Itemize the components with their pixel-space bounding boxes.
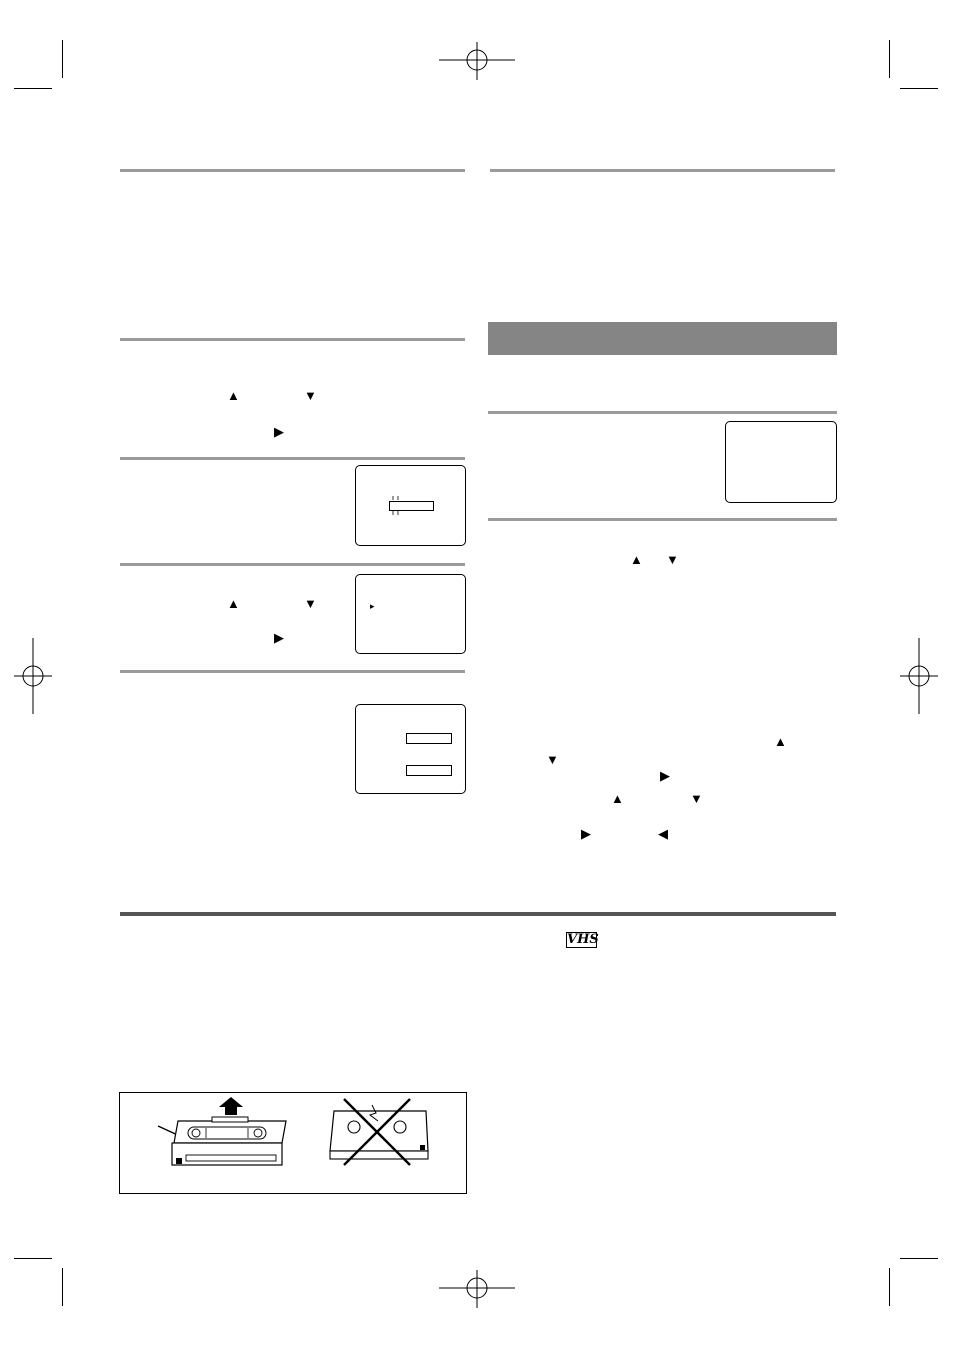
arrow-down-icon: ▼ <box>666 552 679 567</box>
section-rule-left-3 <box>120 457 465 460</box>
arrow-right-icon: ▶ <box>581 826 591 841</box>
cassette-crossed-out-icon <box>320 1093 440 1193</box>
crop-mark-tr-v <box>889 40 890 78</box>
arrow-right-icon: ▶ <box>274 424 284 439</box>
crop-mark-tl-h <box>14 88 52 89</box>
section-rule-right-3 <box>488 518 837 521</box>
section-rule-left-4 <box>120 563 465 566</box>
arrow-down-icon: ▼ <box>304 388 317 403</box>
osd-field-lower <box>406 765 452 776</box>
arrow-down-icon: ▼ <box>304 596 317 611</box>
arrow-right-icon: ▶ <box>274 630 284 645</box>
blinking-cursor-icon <box>390 496 410 516</box>
cassette-illustration-frame <box>119 1092 467 1194</box>
arrow-up-icon: ▲ <box>611 791 624 806</box>
arrow-up-icon: ▲ <box>227 596 240 611</box>
arrow-left-icon: ◀ <box>658 826 668 841</box>
registration-mark-top <box>437 40 517 82</box>
arrow-up-icon: ▲ <box>630 552 643 567</box>
crop-mark-tl-v <box>62 40 63 78</box>
osd-screen-3 <box>355 704 466 794</box>
registration-mark-bottom <box>437 1268 517 1310</box>
arrow-up-icon: ▲ <box>774 734 787 749</box>
section-rule-right-1 <box>490 169 835 172</box>
arrow-up-icon: ▲ <box>227 388 240 403</box>
arrow-down-icon: ▼ <box>690 791 703 806</box>
crop-mark-bl-v <box>62 1268 63 1306</box>
vhs-logo: VHS <box>567 932 599 947</box>
menu-cursor-icon: ▸ <box>370 601 375 611</box>
section-rule-left-1 <box>120 169 465 172</box>
section-rule-left-2 <box>120 338 465 341</box>
osd-screen-1 <box>355 465 466 546</box>
crop-mark-br-v <box>889 1268 890 1306</box>
crop-mark-bl-h <box>14 1258 52 1259</box>
cassette-tab-icon <box>150 1093 290 1193</box>
arrow-right-icon: ▶ <box>660 768 670 783</box>
osd-screen-4 <box>725 421 837 503</box>
osd-field-upper <box>406 733 452 744</box>
crop-mark-br-h <box>900 1258 938 1259</box>
section-rule-left-5 <box>120 670 465 673</box>
arrow-down-icon: ▼ <box>546 752 559 767</box>
registration-mark-left <box>12 636 54 716</box>
registration-mark-right <box>898 636 940 716</box>
section-banner <box>488 322 837 355</box>
osd-screen-2 <box>355 574 466 654</box>
crop-mark-tr-h <box>900 88 938 89</box>
section-rule-right-2 <box>488 411 837 414</box>
section-rule-full-width <box>120 912 836 916</box>
